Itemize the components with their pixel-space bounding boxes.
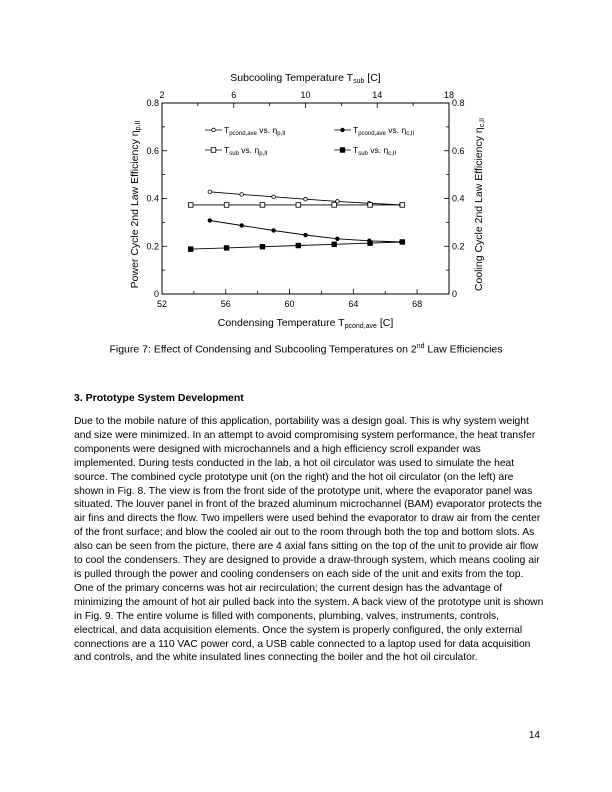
svg-text:Tsub vs. ηp,II: $T_{sub}$ vs. $\eta_{p,II}$	[224, 145, 268, 157]
left-tick-label: 0.2	[146, 241, 159, 252]
legend-entry-tpcond-vs-eta-c	[334, 125, 415, 137]
left-tick-label: 0	[153, 289, 159, 299]
data-point	[240, 224, 244, 228]
efficiency-chart	[0, 0, 612, 340]
data-point	[260, 244, 265, 249]
bottom-tick-label: 60	[284, 299, 295, 309]
legend-marker-filled-square	[340, 148, 345, 153]
right-tick-label: 0.6	[452, 145, 465, 156]
legend-entry-tsub-vs-eta-p	[205, 145, 268, 157]
top-tick-label: 6	[231, 90, 237, 100]
bottom-tick-label: 68	[412, 299, 423, 309]
legend-marker-open-square	[211, 148, 216, 153]
right-tick-label: 0.8	[452, 98, 465, 108]
left-tick-label: 0.6	[146, 145, 159, 156]
data-point	[332, 242, 337, 247]
series-line-1	[210, 221, 401, 243]
top-tick-label: 2	[159, 90, 165, 100]
right-axis-title: Cooling Cycle 2nd Law Efficiency ηc,II	[473, 117, 486, 292]
top-tick-label: 14	[372, 90, 383, 100]
svg-text:Tsub vs. ηc,II: $T_{sub}$ vs. $\eta_{c,II}$	[353, 145, 397, 157]
data-point	[272, 195, 276, 199]
data-point	[260, 203, 265, 208]
data-point	[304, 197, 308, 201]
legend-marker-open-circle	[212, 128, 216, 132]
bottom-tick-label: 52	[156, 299, 168, 309]
data-point	[304, 233, 308, 237]
data-point	[224, 203, 229, 208]
legend-marker-filled-circle	[341, 128, 345, 132]
series-layer	[188, 190, 404, 251]
svg-text:Tpcond,ave vs. ηc,II: $T_{pcond,ave}$ vs. $\eta_{c,II}$	[353, 125, 415, 137]
data-point	[272, 229, 276, 233]
top-axis-title: Subcooling Temperature Tsub [C]	[230, 72, 381, 85]
bottom-axis-title: Condensing Temperature Tpcond,ave [C]	[217, 317, 394, 330]
data-point	[208, 190, 212, 194]
top-tick-label: 18	[443, 90, 455, 100]
data-point	[240, 193, 244, 197]
data-point	[368, 203, 373, 208]
data-point	[400, 203, 405, 208]
figure-caption: Figure 7: Effect of Condensing and Subcooling Temperatures on 2nd Law Efficiencies	[109, 343, 503, 356]
section-paragraph: Due to the mobile nature of this application, portability was a design goal. This is why system weight and size were minimized. In an attempt to avoid compromising system performance, the heat transfer components were designed with microchannels and a high efficiency scroll expander was implemented. During tests conducted in the lab, a hot oil circulator was used to simulate the heat source. The combined cycle prototype unit (on the right) and the hot oil circulator (on the left) are shown in Fig. 8. The view is from the front side of the prototype unit, where the evaporator panel was situated. The louver panel in front of the brazed aluminum microchannel (BAM) evaporator protects the air fins and directs the flow. Two impellers were used behind the evaporator to draw air from the center of the front surface; and blow the cooled air out to the room through both the top and bottom slots. As also can be seen from the picture, there are 4 axial fans sitting on the top of the unit to provide air flow to cool the condensers. They are designed to provide a draw-through system, which means cooling air is pulled through the power and cooling condensers on each side of the unit and exits from the top. One of the primary concerns was hot air recirculation; the current design has the advantage of minimizing the amount of hot air pulled back into the system. A back view of the prototype unit is shown in Fig. 9. The entire volume is filled with components, plumbing, valves, instruments, controls, electrical, and data acquisition elements. Once the system is properly configured, the only external connections are a 110 VAC power cord, a USB cable connected to a laptop used for data acquisition and controls, and the white insulated lines connecting the boiler and the hot oil circulator.	[74, 416, 544, 664]
data-point	[336, 237, 340, 241]
legend	[205, 125, 415, 157]
left-tick-label: 0.8	[146, 98, 159, 108]
section-heading: 3. Prototype System Development	[74, 392, 244, 404]
right-tick-label: 0	[452, 289, 458, 299]
right-tick-label: 0.4	[452, 193, 465, 204]
data-point	[332, 203, 337, 208]
data-point	[208, 219, 212, 223]
left-tick-label: 0.4	[146, 193, 159, 204]
bottom-tick-label: 64	[348, 299, 359, 309]
data-point	[188, 247, 193, 252]
data-point	[224, 246, 229, 251]
data-point	[296, 243, 301, 248]
data-point	[188, 203, 193, 208]
left-axis-title: Power Cycle 2nd Law Efficiency ηp,II	[129, 120, 142, 289]
legend-entry-tsub-vs-eta-c	[334, 145, 397, 157]
right-tick-label: 0.2	[452, 241, 465, 252]
svg-text:Tpcond,ave vs. ηp,II: $T_{pcond,ave}$ vs. $\eta_{p,II}$	[224, 125, 286, 137]
data-point	[368, 241, 373, 246]
top-tick-label: 10	[300, 90, 311, 100]
bottom-tick-label: 56	[220, 299, 231, 309]
page-number: 14	[528, 730, 540, 741]
legend-entry-tpcond-vs-eta-p	[205, 125, 286, 137]
data-point	[296, 203, 301, 208]
data-point	[400, 240, 405, 245]
